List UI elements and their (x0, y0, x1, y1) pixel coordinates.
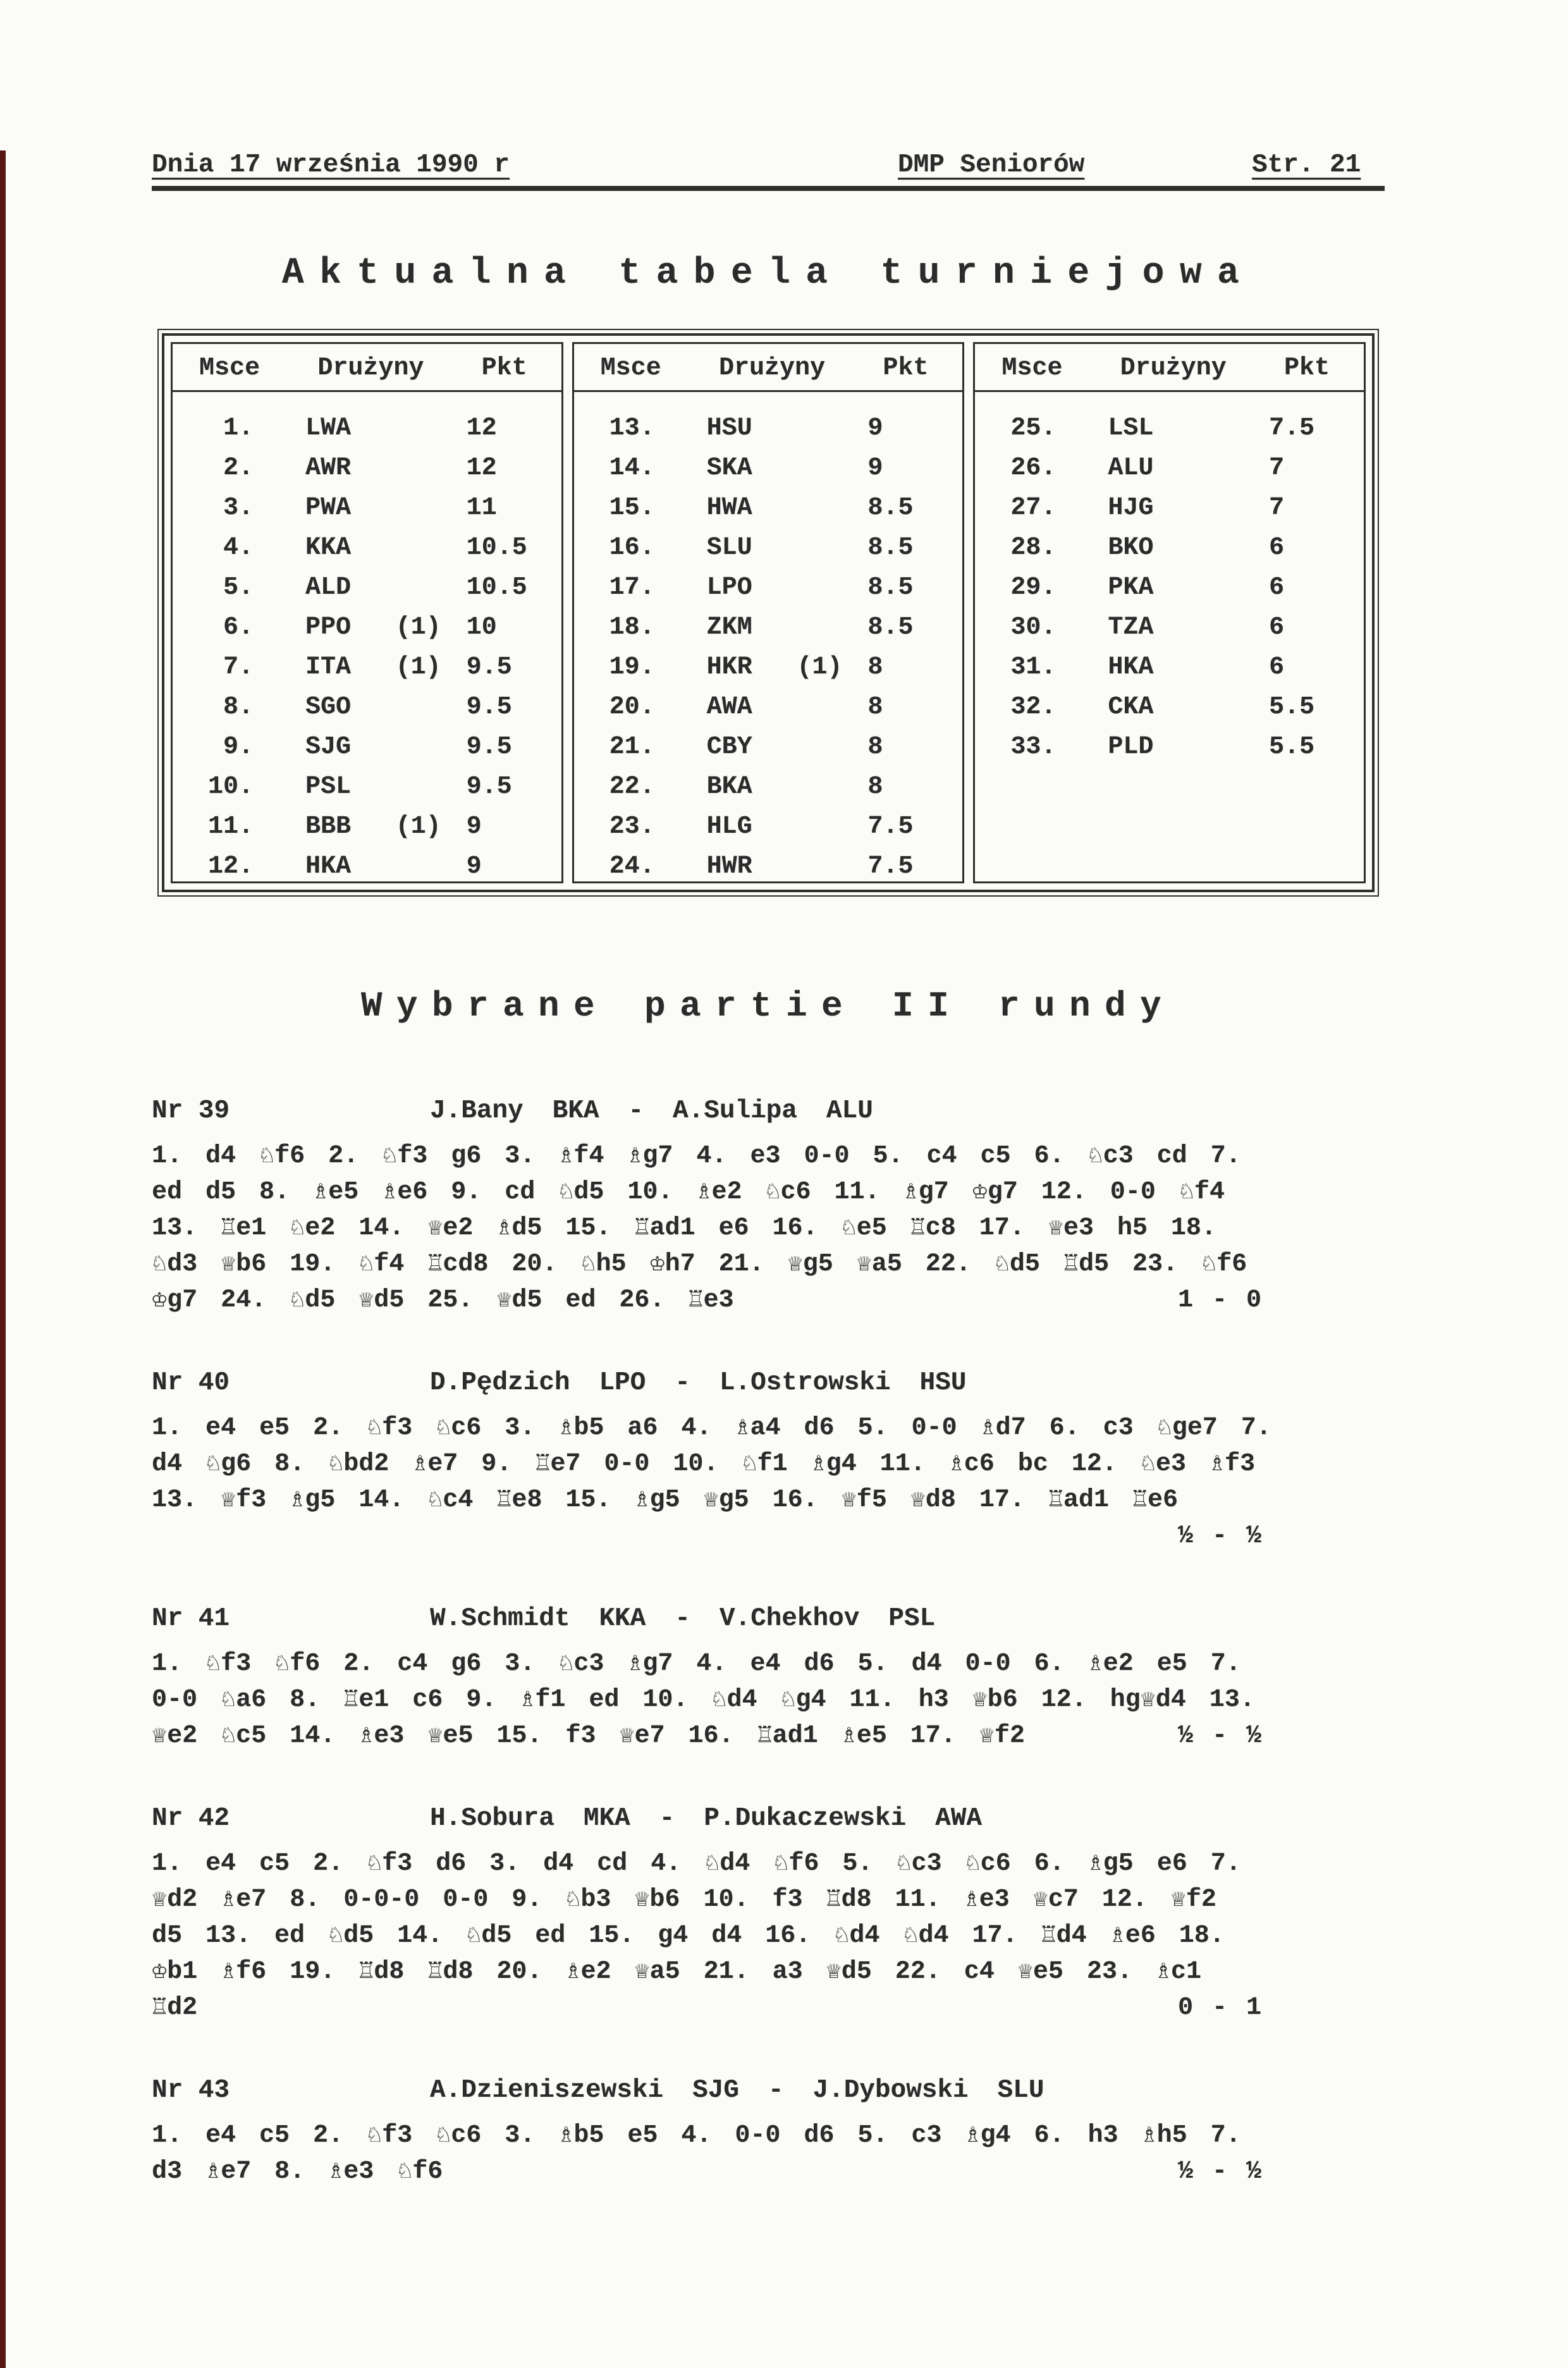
row-note (1198, 528, 1269, 568)
row-note (1198, 687, 1269, 727)
header-title: DMP Seniorów (898, 150, 1085, 180)
result-line (152, 1282, 1391, 1318)
row-points: 9.5 (466, 773, 512, 801)
row-team: HSU (706, 414, 752, 443)
row-note (797, 608, 867, 647)
row-points: 9 (466, 852, 482, 881)
row-points: 8 (867, 693, 883, 721)
row-note (797, 847, 867, 886)
row-team: ALU (1108, 454, 1154, 482)
header-date: Dnia 17 września 1990 r (152, 150, 510, 180)
table-row (975, 608, 1364, 647)
final-moves: ♔g7 24. ♘d5 ♕d5 25. ♕d5 ed 26. ♖e3 (152, 1286, 734, 1315)
row-note (396, 448, 467, 488)
table-row (574, 807, 963, 847)
row-note (1198, 647, 1269, 687)
row-place: 8. (223, 693, 254, 721)
row-note (396, 687, 467, 727)
row-team: TZA (1108, 613, 1154, 642)
table-row (173, 727, 561, 767)
row-team: AWA (706, 693, 752, 721)
row-points: 6 (1269, 534, 1285, 562)
row-points: 7.5 (1269, 414, 1315, 443)
move-line: ♕d2 ♗e7 8. 0-0-0 0-0 9. ♘b3 ♕b6 10. f3 ♖d8 11. ♗e3 ♕c7 12. ♕f2 (152, 1886, 1216, 1914)
row-note (797, 687, 867, 727)
row-place: 20. (609, 693, 655, 721)
row-place: 10. (207, 773, 254, 801)
final-moves: d3 ♗e7 8. ♗e3 ♘f6 (152, 2157, 443, 2186)
black-player: J.Dybowski (812, 2076, 969, 2105)
column-place: Msce (1001, 354, 1063, 383)
row-team: SJG (305, 733, 352, 761)
game-block (152, 1365, 1391, 1554)
table-row (975, 568, 1364, 608)
game-moves (152, 1846, 1391, 2026)
black-player: A.Sulipa (673, 1096, 797, 1126)
column-points: Pkt (481, 354, 527, 383)
row-points: 9 (867, 454, 883, 482)
game-header (152, 1365, 1391, 1401)
row-place: 24. (609, 852, 655, 881)
row-team: HLG (706, 813, 752, 841)
table-row (975, 488, 1364, 528)
table-row (173, 647, 561, 687)
row-points: 10 (466, 613, 497, 642)
column-team: Drużyny (317, 354, 424, 383)
game-block (152, 2073, 1391, 2190)
row-note (1198, 448, 1269, 488)
header-page-number: Str. 21 (1252, 150, 1361, 180)
move-line: ♘d3 ♕b6 19. ♘f4 ♖cd8 20. ♘h5 ♔h7 21. ♕g5 ♕a5 22. ♘d5 ♖d5 23. ♘f6 (152, 1250, 1247, 1279)
move-line: 1. e4 c5 2. ♘f3 d6 3. d4 cd 4. ♘d4 ♘f6 5. ♘c3 ♘c6 6. ♗g5 e6 7. (152, 1850, 1241, 1878)
row-place: 16. (609, 534, 655, 562)
standings-group-2 (572, 342, 965, 883)
table-row (574, 727, 963, 767)
game-players (430, 2073, 1044, 2109)
row-note (1198, 608, 1269, 647)
row-place: 25. (1010, 414, 1057, 443)
row-team: LWA (305, 414, 352, 443)
row-team: LPO (706, 574, 752, 602)
row-note (797, 448, 867, 488)
row-note (1198, 488, 1269, 528)
move-line: 13. ♖e1 ♘e2 14. ♕e2 ♗d5 15. ♖ad1 e6 16. ♘e5 ♖c8 17. ♕e3 h5 18. (152, 1214, 1216, 1242)
move-line: 1. e4 e5 2. ♘f3 ♘c6 3. ♗b5 a6 4. ♗a4 d6 5. 0-0 ♗d7 6. c3 ♘ge7 7. (152, 1414, 1271, 1442)
table-row (173, 608, 561, 647)
white-team: LPO (599, 1368, 646, 1397)
row-place: 30. (1010, 613, 1057, 642)
row-place: 5. (223, 574, 254, 602)
game-header (152, 1601, 1391, 1637)
row-note (396, 408, 467, 448)
black-team: AWA (935, 1804, 982, 1833)
row-points: 6 (1269, 653, 1285, 682)
game-number: Nr 42 (152, 1804, 230, 1833)
move-line: 1. e4 c5 2. ♘f3 ♘c6 3. ♗b5 e5 4. 0-0 d6 5. c3 ♗g4 6. h3 ♗h5 7. (152, 2121, 1241, 2150)
row-team: PLD (1108, 733, 1154, 761)
standings-group-3 (973, 342, 1366, 883)
white-player: H.Sobura (430, 1804, 554, 1833)
row-team: ZKM (706, 613, 752, 642)
row-place: 26. (1010, 454, 1057, 482)
table-row (975, 727, 1364, 767)
game-number: Nr 43 (152, 2076, 230, 2105)
game-number: Nr 41 (152, 1604, 230, 1633)
row-team: PPO (305, 613, 352, 642)
game-players (430, 1601, 935, 1637)
result-line (152, 1518, 1391, 1554)
row-team: HWR (706, 852, 752, 881)
row-note: (1) (395, 813, 441, 841)
row-team: LSL (1108, 414, 1154, 443)
row-place: 28. (1010, 534, 1057, 562)
table-row (173, 528, 561, 568)
row-place: 3. (223, 494, 254, 522)
row-place: 14. (609, 454, 655, 482)
table-row (574, 448, 963, 488)
row-note: (1) (395, 653, 441, 682)
game-players (430, 1365, 966, 1401)
row-place: 33. (1010, 733, 1057, 761)
white-player: W.Schmidt (430, 1604, 570, 1633)
column-team: Drużyny (718, 354, 826, 383)
white-team: KKA (599, 1604, 646, 1633)
group-rows (574, 392, 963, 886)
game-block (152, 1601, 1391, 1754)
table-row (574, 528, 963, 568)
row-team: HKA (305, 852, 352, 881)
game-block (152, 1801, 1391, 2026)
table-row (173, 408, 561, 448)
game-moves (152, 1646, 1391, 1754)
game-moves (152, 1138, 1391, 1318)
row-place: 27. (1010, 494, 1057, 522)
row-team: SLU (706, 534, 752, 562)
table-row (173, 448, 561, 488)
table-row (574, 767, 963, 807)
group-header (173, 344, 561, 392)
row-team: KKA (305, 534, 352, 562)
row-team: HKR (706, 653, 752, 682)
row-team: CBY (706, 733, 752, 761)
table-row (173, 488, 561, 528)
players-separator: - (659, 1804, 675, 1833)
row-note (797, 807, 867, 847)
scan-page-edge (0, 150, 6, 2368)
column-team: Drużyny (1120, 354, 1227, 383)
game-result: 0 - 1 (1177, 1994, 1261, 2022)
game-players (430, 1093, 873, 1129)
game-number: Nr 40 (152, 1368, 230, 1397)
black-player: V.Chekhov (719, 1604, 860, 1633)
table-row (173, 847, 561, 886)
row-points: 7 (1269, 454, 1285, 482)
move-line: 13. ♕f3 ♗g5 14. ♘c4 ♖e8 15. ♗g5 ♕g5 16. ♕f5 ♕d8 17. ♖ad1 ♖e6 (152, 1486, 1179, 1514)
row-points: 9.5 (466, 653, 512, 682)
result-line (152, 2154, 1391, 2190)
group-header (975, 344, 1364, 392)
row-points: 7.5 (867, 813, 914, 841)
result-line (152, 1990, 1391, 2026)
table-row (975, 528, 1364, 568)
row-note (396, 767, 467, 807)
move-line: ♔b1 ♗f6 19. ♖d8 ♖d8 20. ♗e2 ♕a5 21. a3 ♕d5 22. c4 ♕e5 23. ♗c1 (152, 1958, 1201, 1986)
row-place: 31. (1010, 653, 1057, 682)
games-section (152, 1093, 1391, 2190)
row-points: 12 (466, 414, 497, 443)
row-note (396, 727, 467, 767)
black-team: ALU (826, 1096, 873, 1126)
group-header (574, 344, 963, 392)
table-row (173, 807, 561, 847)
row-points: 10.5 (466, 574, 527, 602)
row-note (396, 568, 467, 608)
row-place: 22. (609, 773, 655, 801)
row-points: 8.5 (867, 534, 914, 562)
table-row (975, 448, 1364, 488)
row-points: 12 (466, 454, 497, 482)
row-team: PSL (305, 773, 352, 801)
game-result: ½ - ½ (1177, 1522, 1261, 1550)
scanned-bulletin-page (0, 150, 1568, 2368)
players-separator: - (675, 1604, 690, 1633)
white-team: BKA (552, 1096, 599, 1126)
row-place: 19. (609, 653, 655, 682)
row-points: 6 (1269, 613, 1285, 642)
game-result: ½ - ½ (1177, 1722, 1261, 1750)
row-points: 10.5 (466, 534, 527, 562)
row-note (797, 408, 867, 448)
black-player: P.Dukaczewski (704, 1804, 907, 1833)
row-note (396, 528, 467, 568)
row-points: 8.5 (867, 613, 914, 642)
row-points: 8.5 (867, 574, 914, 602)
row-points: 9.5 (466, 733, 512, 761)
row-place: 21. (609, 733, 655, 761)
row-place: 1. (223, 414, 254, 443)
row-place: 23. (609, 813, 655, 841)
game-moves (152, 1410, 1391, 1554)
game-header (152, 1801, 1391, 1837)
players-separator: - (628, 1096, 644, 1126)
row-points: 9 (867, 414, 883, 443)
row-place: 13. (609, 414, 655, 443)
white-player: D.Pędzich (430, 1368, 570, 1397)
table-row (574, 568, 963, 608)
table-row (173, 767, 561, 807)
row-place: 17. (609, 574, 655, 602)
move-line: d4 ♘g6 8. ♘bd2 ♗e7 9. ♖e7 0-0 10. ♘f1 ♗g4 11. ♗c6 bc 12. ♘e3 ♗f3 (152, 1450, 1255, 1478)
row-team: BBB (305, 813, 352, 841)
column-place: Msce (600, 354, 661, 383)
row-points: 9 (466, 813, 482, 841)
row-points: 5.5 (1269, 693, 1315, 721)
row-place: 11. (207, 813, 254, 841)
table-row (574, 608, 963, 647)
column-place: Msce (199, 354, 260, 383)
row-team: PWA (305, 494, 352, 522)
white-player: J.Bany (430, 1096, 524, 1126)
row-team: SGO (305, 693, 352, 721)
result-line (152, 1718, 1391, 1754)
white-team: SJG (692, 2076, 739, 2105)
row-points: 8 (867, 733, 883, 761)
row-note (1198, 408, 1269, 448)
game-result: 1 - 0 (1177, 1286, 1261, 1315)
row-note (797, 727, 867, 767)
row-note (797, 568, 867, 608)
move-line: d5 13. ed ♘d5 14. ♘d5 ed 15. g4 d4 16. ♘d4 ♘d4 17. ♖d4 ♗e6 18. (152, 1922, 1225, 1950)
row-place: 9. (223, 733, 254, 761)
table-row (975, 687, 1364, 727)
table-row (574, 408, 963, 448)
row-points: 8.5 (867, 494, 914, 522)
final-moves: ♖d2 (152, 1994, 198, 2022)
move-line: 0-0 ♘a6 8. ♖e1 c6 9. ♗f1 ed 10. ♘d4 ♘g4 11. h3 ♕b6 12. hg♕d4 13. (152, 1686, 1255, 1714)
row-place: 15. (609, 494, 655, 522)
row-note (396, 488, 467, 528)
game-header (152, 2073, 1391, 2109)
standings-table (162, 333, 1375, 892)
row-place: 12. (207, 852, 254, 881)
row-place: 6. (223, 613, 254, 642)
table-row (975, 647, 1364, 687)
move-line: 1. ♘f3 ♘f6 2. c4 g6 3. ♘c3 ♗g7 4. e4 d6 5. d4 0-0 6. ♗e2 e5 7. (152, 1650, 1241, 1678)
move-line: ed d5 8. ♗e5 ♗e6 9. cd ♘d5 10. ♗e2 ♘c6 11. ♗g7 ♔g7 12. 0-0 ♘f4 (152, 1178, 1225, 1206)
row-team: AWR (305, 454, 352, 482)
final-moves: ♕e2 ♘c5 14. ♗e3 ♕e5 15. f3 ♕e7 16. ♖ad1 ♗e5 17. ♕f2 (152, 1722, 1025, 1750)
row-note (1198, 568, 1269, 608)
row-team: HWA (706, 494, 752, 522)
game-players (430, 1801, 982, 1837)
row-points: 7.5 (867, 852, 914, 881)
row-note (797, 528, 867, 568)
game-number: Nr 39 (152, 1096, 230, 1126)
row-note: (1) (395, 613, 441, 642)
row-team: HJG (1108, 494, 1154, 522)
row-note: (1) (797, 653, 843, 682)
table-row (574, 647, 963, 687)
row-place: 4. (223, 534, 254, 562)
row-points: 7 (1269, 494, 1285, 522)
row-team: SKA (706, 454, 752, 482)
row-points: 5.5 (1269, 733, 1315, 761)
black-player: L.Ostrowski (719, 1368, 891, 1397)
row-place: 29. (1010, 574, 1057, 602)
black-team: HSU (919, 1368, 967, 1397)
row-note (396, 847, 467, 886)
game-moves (152, 2118, 1391, 2190)
games-section-title: Wybrane partie II rundy (360, 986, 1176, 1026)
group-rows (173, 392, 561, 886)
table-row (975, 408, 1364, 448)
group-rows (975, 392, 1364, 767)
column-points: Pkt (883, 354, 929, 383)
table-row (574, 847, 963, 886)
game-header (152, 1093, 1391, 1129)
row-team: BKO (1108, 534, 1154, 562)
row-team: ALD (305, 574, 352, 602)
page-header (152, 150, 1385, 191)
row-note (797, 767, 867, 807)
white-player: A.Dzieniszewski (430, 2076, 664, 2105)
row-note (1198, 727, 1269, 767)
row-team: PKA (1108, 574, 1154, 602)
row-points: 9.5 (466, 693, 512, 721)
black-team: PSL (888, 1604, 936, 1633)
players-separator: - (768, 2076, 784, 2105)
row-place: 2. (223, 454, 254, 482)
move-line: 1. d4 ♘f6 2. ♘f3 g6 3. ♗f4 ♗g7 4. e3 0-0 5. c4 c5 6. ♘c3 cd 7. (152, 1142, 1241, 1170)
row-team: CKA (1108, 693, 1154, 721)
row-team: BKA (706, 773, 752, 801)
row-place: 18. (609, 613, 655, 642)
row-team: HKA (1108, 653, 1154, 682)
row-place: 32. (1010, 693, 1057, 721)
row-points: 8 (867, 653, 883, 682)
table-row (173, 568, 561, 608)
row-team: ITA (305, 653, 352, 682)
row-place: 7. (223, 653, 254, 682)
row-points: 6 (1269, 574, 1285, 602)
row-points: 11 (466, 494, 497, 522)
column-points: Pkt (1283, 354, 1330, 383)
row-points: 8 (867, 773, 883, 801)
players-separator: - (675, 1368, 690, 1397)
table-row (574, 488, 963, 528)
game-block (152, 1093, 1391, 1318)
row-note (797, 488, 867, 528)
game-result: ½ - ½ (1177, 2157, 1261, 2186)
white-team: MKA (583, 1804, 630, 1833)
standings-title: Aktualna tabela turniejowa (281, 253, 1255, 294)
black-team: SLU (997, 2076, 1044, 2105)
table-row (173, 687, 561, 727)
standings-group-1 (171, 342, 563, 883)
table-row (574, 687, 963, 727)
